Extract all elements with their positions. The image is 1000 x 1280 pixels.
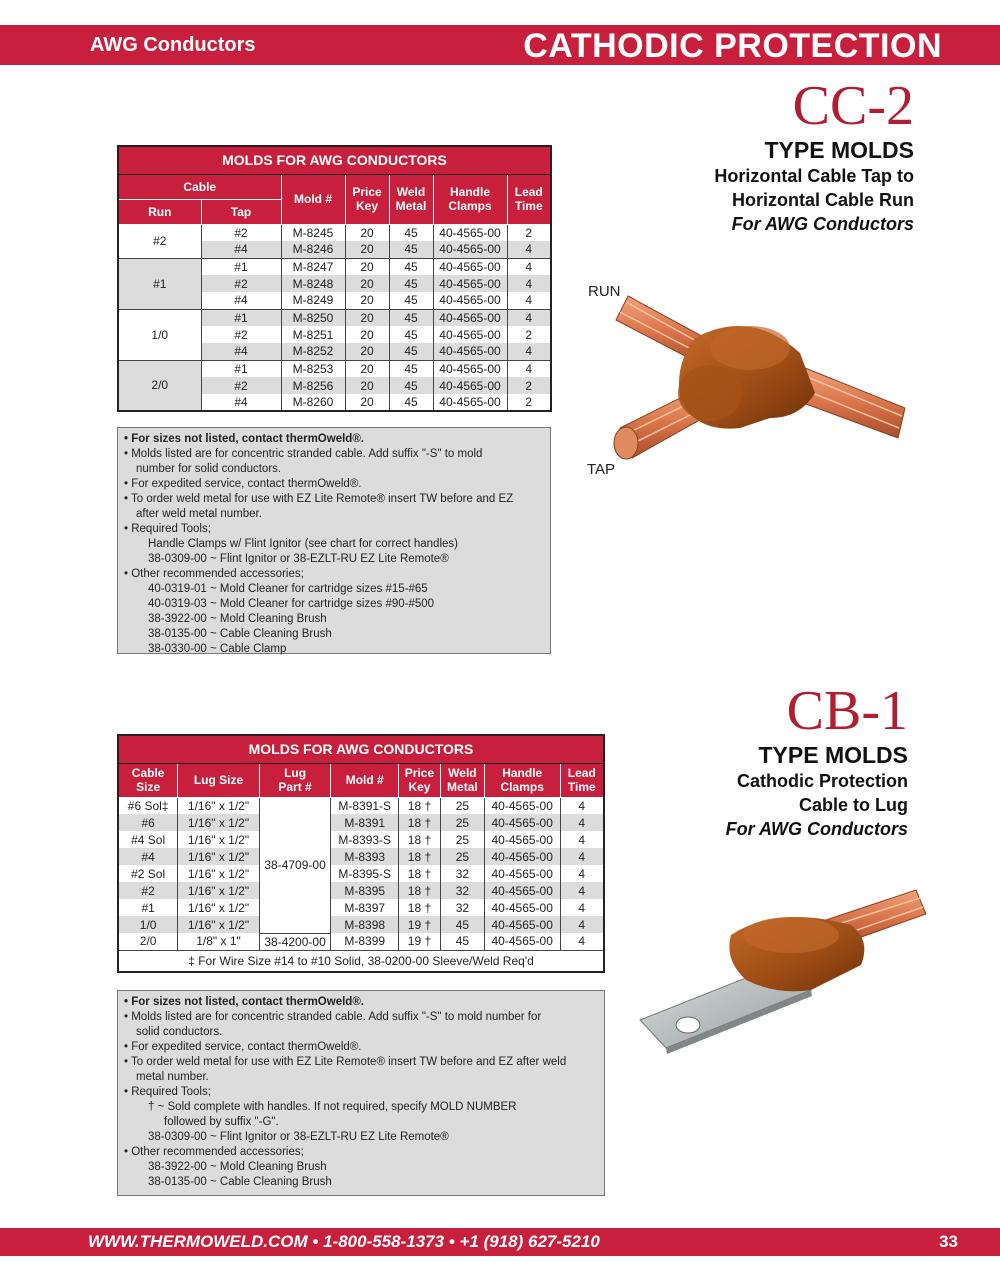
cb1-cable-cell: 2/0 — [118, 933, 178, 950]
cc2-note-line: 38-0309-00 ~ Flint Ignitor or 38-EZLT-RU EZ Lite Remote® — [148, 553, 449, 565]
cc2-col-mold: Mold # — [281, 174, 345, 224]
cc2-handle-cell: 40-4565-00 — [433, 394, 507, 411]
cb1-note-line: metal number. — [136, 1071, 209, 1083]
cb1-mold-cell: M-8399 — [331, 933, 399, 950]
cc2-weld-cell: 45 — [389, 258, 433, 275]
cc2-code: CC-2 — [792, 75, 914, 137]
cb1-price-cell: 19 † — [399, 916, 441, 933]
cb1-cable-cell: #6 — [118, 814, 178, 831]
cc2-subtitle: For AWG Conductors — [731, 214, 914, 234]
cb1-table-row — [118, 865, 604, 882]
cb1-lug-cell: 1/16" x 1/2" — [178, 882, 259, 899]
cb1-note-line: 38-0135-00 ~ Cable Cleaning Brush — [148, 1176, 332, 1188]
cb1-lead-cell: 4 — [560, 797, 604, 814]
cb1-mold-cell: M-8398 — [331, 916, 399, 933]
cb1-note-line: † ~ Sold complete with handles. If not required, specify MOLD NUMBER — [148, 1101, 517, 1113]
cc2-col-cable: Cable — [118, 174, 281, 199]
cc2-price-cell: 20 — [345, 292, 389, 309]
cc2-desc-line1: Horizontal Cable Tap to — [714, 166, 914, 186]
top-banner — [0, 25, 1000, 65]
cc2-run-cell: #2 — [118, 224, 201, 258]
cc2-price-cell: 20 — [345, 258, 389, 275]
cc2-price-cell: 20 — [345, 224, 389, 241]
cc2-note-line: • Other recommended accessories; — [124, 568, 304, 580]
cb1-subtitle: For AWG Conductors — [725, 819, 908, 839]
cb1-note-line: • Other recommended accessories; — [124, 1146, 304, 1158]
cb1-mold-cell: M-8395 — [331, 882, 399, 899]
cb1-mold-cell: M-8391 — [331, 814, 399, 831]
cc2-lead-cell: 4 — [507, 309, 551, 326]
cc2-note-line: 40-0319-03 ~ Mold Cleaner for cartridge sizes #90-#500 — [148, 598, 435, 610]
cb1-price-cell: 18 † — [399, 814, 441, 831]
cb1-col-price: Price Key — [399, 763, 441, 797]
cc2-tap-cell: #4 — [201, 241, 281, 258]
cc2-handle-cell: 40-4565-00 — [433, 309, 507, 326]
cb1-note-line: • Required Tools; — [124, 1086, 211, 1098]
cc2-handle-cell: 40-4565-00 — [433, 275, 507, 292]
cc2-note-line: number for solid conductors. — [136, 463, 282, 475]
cb1-table-row — [118, 848, 604, 865]
cc2-weld-cell: 45 — [389, 343, 433, 360]
cc2-lead-cell: 4 — [507, 258, 551, 275]
cc2-tap-cell: #2 — [201, 326, 281, 343]
cc2-mold-cell: M-8251 — [281, 326, 345, 343]
cb1-lead-cell: 4 — [560, 933, 604, 950]
cc2-weld-cell: 45 — [389, 377, 433, 394]
section-label: AWG Conductors — [90, 34, 256, 56]
cb1-col-lug: Lug Size — [178, 763, 259, 797]
cc2-price-cell: 20 — [345, 326, 389, 343]
cc2-handle-cell: 40-4565-00 — [433, 292, 507, 309]
cb1-notes-box — [117, 990, 605, 1196]
cc2-mold-cell: M-8250 — [281, 309, 345, 326]
contact-info: WWW.THERMOWELD.COM • 1-800-558-1373 • +1 (918) 627-5210 — [88, 1232, 600, 1251]
cb1-price-cell: 18 † — [399, 865, 441, 882]
cc2-run-cell: 1/0 — [118, 309, 201, 360]
cb1-price-cell: 18 † — [399, 899, 441, 916]
cc2-mold-cell: M-8249 — [281, 292, 345, 309]
cb1-table-row — [118, 814, 604, 831]
cb1-cable-cell: #6 Sol‡ — [118, 797, 178, 814]
cc2-price-cell: 20 — [345, 343, 389, 360]
cb1-note-line: • Molds listed are for concentric stranded cable. Add suffix "-S" to mold number for — [124, 1011, 542, 1023]
cb1-lug-cell: 1/16" x 1/2" — [178, 831, 259, 848]
cb1-desc-line2: Cable to Lug — [799, 795, 908, 815]
cb1-type: TYPE MOLDS — [758, 742, 908, 768]
cc2-notes-box — [117, 427, 551, 654]
cc2-lead-cell: 4 — [507, 275, 551, 292]
cc2-table-title: MOLDS FOR AWG CONDUCTORS — [118, 146, 551, 174]
cb1-table-row — [118, 882, 604, 899]
cc2-run-cell: #1 — [118, 258, 201, 309]
cb1-lug-cell: 1/16" x 1/2" — [178, 797, 259, 814]
cc2-tap-cell: #4 — [201, 292, 281, 309]
cc2-mold-illustration — [600, 268, 930, 498]
cc2-note-line: 40-0319-01 ~ Mold Cleaner for cartridge sizes #15-#65 — [148, 583, 428, 595]
cb1-handle-cell: 40-4565-00 — [484, 882, 560, 899]
cc2-handle-cell: 40-4565-00 — [433, 377, 507, 394]
cb1-mold-cell: M-8391-S — [331, 797, 399, 814]
cb1-col-weld: Weld Metal — [440, 763, 484, 797]
tap-label: TAP — [587, 461, 616, 478]
cb1-price-cell: 19 † — [399, 933, 441, 950]
cc2-price-cell: 20 — [345, 275, 389, 292]
cb1-weld-cell: 25 — [440, 848, 484, 865]
cc2-tap-cell: #4 — [201, 394, 281, 411]
cb1-mold-cell: M-8397 — [331, 899, 399, 916]
cb1-mold-cell: M-8395-S — [331, 865, 399, 882]
cb1-handle-cell: 40-4565-00 — [484, 865, 560, 882]
cb1-weld-cell: 25 — [440, 814, 484, 831]
cb1-weld-cell: 25 — [440, 797, 484, 814]
cc2-weld-cell: 45 — [389, 292, 433, 309]
cc2-weld-cell: 45 — [389, 326, 433, 343]
cb1-handle-cell: 40-4565-00 — [484, 797, 560, 814]
cb1-part-cell: 38-4709-00 — [259, 797, 331, 933]
cb1-handle-cell: 40-4565-00 — [484, 814, 560, 831]
cb1-cable-cell: #4 — [118, 848, 178, 865]
cc2-weld-cell: 45 — [389, 394, 433, 411]
cb1-cable-cell: #4 Sol — [118, 831, 178, 848]
cb1-table-title: MOLDS FOR AWG CONDUCTORS — [118, 735, 604, 763]
cb1-lead-cell: 4 — [560, 899, 604, 916]
cc2-price-cell: 20 — [345, 241, 389, 258]
cb1-weld-cell: 25 — [440, 831, 484, 848]
cc2-price-cell: 20 — [345, 377, 389, 394]
cb1-table-row — [118, 899, 604, 916]
cb1-lug-cell: 1/8" x 1" — [178, 933, 259, 950]
cc2-col-weld: Weld Metal — [389, 174, 433, 224]
cc2-handle-cell: 40-4565-00 — [433, 343, 507, 360]
cc2-lead-cell: 2 — [507, 224, 551, 241]
cb1-handle-cell: 40-4565-00 — [484, 916, 560, 933]
cc2-weld-cell: 45 — [389, 309, 433, 326]
cc2-lead-cell: 4 — [507, 360, 551, 377]
cb1-col-handle: Handle Clamps — [484, 763, 560, 797]
cc2-mold-cell: M-8256 — [281, 377, 345, 394]
cb1-lug-cell: 1/16" x 1/2" — [178, 814, 259, 831]
cb1-note-line: • To order weld metal for use with EZ Lite Remote® insert TW before and EZ after weld — [124, 1056, 567, 1068]
cc2-mold-cell: M-8253 — [281, 360, 345, 377]
cb1-price-cell: 18 † — [399, 882, 441, 899]
cb1-cable-cell: 1/0 — [118, 916, 178, 933]
cc2-tap-cell: #1 — [201, 309, 281, 326]
cb1-note-line: followed by suffix "-G". — [164, 1116, 279, 1128]
cc2-col-handle: Handle Clamps — [433, 174, 507, 224]
cc2-note-line: • For expedited service, contact thermOweld®. — [124, 478, 362, 490]
cc2-col-run: Run — [118, 199, 201, 224]
cc2-col-price: Price Key — [345, 174, 389, 224]
cb1-heading — [725, 680, 908, 841]
cc2-col-tap: Tap — [201, 199, 281, 224]
cc2-col-lead: Lead Time — [507, 174, 551, 224]
page-title: CATHODIC PROTECTION — [523, 27, 942, 65]
cb1-note-line: • For expedited service, contact thermOweld®. — [124, 1041, 362, 1053]
cb1-weld-cell: 32 — [440, 865, 484, 882]
cc2-note-line: after weld metal number. — [136, 508, 262, 520]
cb1-cable-cell: #2 — [118, 882, 178, 899]
page-number: 33 — [939, 1232, 958, 1251]
cc2-run-cell: 2/0 — [118, 360, 201, 411]
cc2-handle-cell: 40-4565-00 — [433, 360, 507, 377]
cc2-mold-cell: M-8246 — [281, 241, 345, 258]
cb1-lead-cell: 4 — [560, 916, 604, 933]
cb1-table-row — [118, 797, 604, 814]
cb1-col-cable: Cable Size — [118, 763, 178, 797]
cb1-lead-cell: 4 — [560, 831, 604, 848]
cc2-note-line: • For sizes not listed, contact thermOweld®. — [124, 433, 364, 445]
cc2-weld-cell: 45 — [389, 275, 433, 292]
cb1-lead-cell: 4 — [560, 882, 604, 899]
cc2-note-line: Handle Clamps w/ Flint Ignitor (see chart for correct handles) — [148, 538, 458, 550]
cc2-handle-cell: 40-4565-00 — [433, 258, 507, 275]
cb1-table-row — [118, 831, 604, 848]
cc2-tap-cell: #2 — [201, 275, 281, 292]
cb1-col-lead: Lead Time — [560, 763, 604, 797]
cc2-tap-cell: #1 — [201, 360, 281, 377]
cc2-molds-table — [117, 145, 552, 412]
cc2-lead-cell: 2 — [507, 394, 551, 411]
cb1-lug-cell: 1/16" x 1/2" — [178, 848, 259, 865]
cc2-tap-cell: #2 — [201, 377, 281, 394]
cb1-note-line: • For sizes not listed, contact thermOweld®. — [124, 996, 364, 1008]
cb1-note-line: 38-0309-00 ~ Flint Ignitor or 38-EZLT-RU EZ Lite Remote® — [148, 1131, 449, 1143]
cb1-weld-cell: 45 — [440, 916, 484, 933]
cb1-table-footnote: ‡ For Wire Size #14 to #10 Solid, 38-0200-00 Sleeve/Weld Req'd — [118, 950, 604, 972]
cb1-handle-cell: 40-4565-00 — [484, 899, 560, 916]
cc2-type: TYPE MOLDS — [764, 137, 914, 163]
cb1-cable-cell: #2 Sol — [118, 865, 178, 882]
cb1-weld-cell: 32 — [440, 899, 484, 916]
cb1-note-line: solid conductors. — [136, 1026, 223, 1038]
cb1-price-cell: 18 † — [399, 797, 441, 814]
cc2-note-line: • Molds listed are for concentric stranded cable. Add suffix "-S" to mold — [124, 448, 483, 460]
cb1-lug-cell: 1/16" x 1/2" — [178, 899, 259, 916]
cc2-note-line: 38-0330-00 ~ Cable Clamp — [148, 643, 287, 655]
run-label: RUN — [588, 283, 621, 300]
cb1-weld-cell: 32 — [440, 882, 484, 899]
cb1-lead-cell: 4 — [560, 814, 604, 831]
cc2-mold-cell: M-8252 — [281, 343, 345, 360]
cb1-desc-line1: Cathodic Protection — [736, 771, 908, 791]
cb1-note-line: 38-3922-00 ~ Mold Cleaning Brush — [148, 1161, 327, 1173]
cc2-mold-cell: M-8247 — [281, 258, 345, 275]
cb1-part-cell: 38-4200-00 — [259, 933, 331, 950]
cc2-tap-cell: #2 — [201, 224, 281, 241]
cb1-lug-cell: 1/16" x 1/2" — [178, 916, 259, 933]
cb1-table-row — [118, 933, 604, 950]
cc2-lead-cell: 2 — [507, 377, 551, 394]
cc2-weld-cell: 45 — [389, 360, 433, 377]
cb1-mold-cell: M-8393-S — [331, 831, 399, 848]
cb1-price-cell: 18 † — [399, 848, 441, 865]
bottom-banner — [0, 1228, 1000, 1256]
cb1-handle-cell: 40-4565-00 — [484, 831, 560, 848]
cc2-note-line: • Required Tools; — [124, 523, 211, 535]
cb1-mold-cell: M-8393 — [331, 848, 399, 865]
cc2-note-line: 38-0135-00 ~ Cable Cleaning Brush — [148, 628, 332, 640]
cc2-mold-cell: M-8248 — [281, 275, 345, 292]
cb1-weld-cell: 45 — [440, 933, 484, 950]
cb1-handle-cell: 40-4565-00 — [484, 848, 560, 865]
cb1-cable-cell: #1 — [118, 899, 178, 916]
cc2-price-cell: 20 — [345, 394, 389, 411]
cb1-lug-cell: 1/16" x 1/2" — [178, 865, 259, 882]
cc2-tap-cell: #4 — [201, 343, 281, 360]
cc2-tap-cell: #1 — [201, 258, 281, 275]
cc2-lead-cell: 4 — [507, 241, 551, 258]
cc2-lead-cell: 4 — [507, 292, 551, 309]
cc2-mold-cell: M-8245 — [281, 224, 345, 241]
cc2-note-line: • To order weld metal for use with EZ Lite Remote® insert TW before and EZ — [124, 493, 514, 505]
cc2-lead-cell: 4 — [507, 343, 551, 360]
cb1-handle-cell: 40-4565-00 — [484, 933, 560, 950]
cc2-lead-cell: 2 — [507, 326, 551, 343]
cc2-heading — [714, 75, 914, 236]
cb1-lead-cell: 4 — [560, 865, 604, 882]
cb1-molds-table — [117, 734, 605, 973]
cc2-handle-cell: 40-4565-00 — [433, 326, 507, 343]
cc2-price-cell: 20 — [345, 360, 389, 377]
cc2-weld-cell: 45 — [389, 224, 433, 241]
cc2-handle-cell: 40-4565-00 — [433, 224, 507, 241]
cb1-col-part: Lug Part # — [259, 763, 331, 797]
cb1-price-cell: 18 † — [399, 831, 441, 848]
cc2-note-line: 38-3922-00 ~ Mold Cleaning Brush — [148, 613, 327, 625]
cb1-lead-cell: 4 — [560, 848, 604, 865]
cc2-price-cell: 20 — [345, 309, 389, 326]
cb1-mold-illustration — [636, 880, 936, 1080]
cc2-handle-cell: 40-4565-00 — [433, 241, 507, 258]
cb1-col-mold: Mold # — [331, 763, 399, 797]
cb1-table-row — [118, 916, 604, 933]
cc2-desc-line2: Horizontal Cable Run — [731, 190, 914, 210]
cc2-weld-cell: 45 — [389, 241, 433, 258]
cb1-code: CB-1 — [786, 680, 908, 742]
cc2-mold-cell: M-8260 — [281, 394, 345, 411]
